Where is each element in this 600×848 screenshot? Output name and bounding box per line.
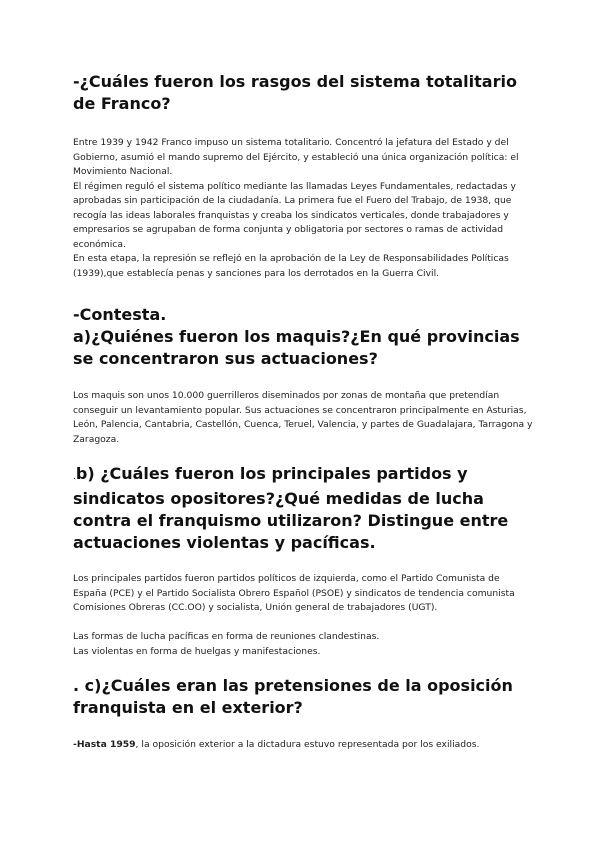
question-1-answer: Entre 1939 y 1942 Franco impuso un sistema totalitario. Concentró la jefatura del Estado y del Gobierno, asumió el mando supremo del Ejército, y estableció una única organización política: el Movimiento Nacional. El régimen reguló el sistema político mediante las llamadas Leyes Fundamentales, redactadas y aprobadas sin participación de la ciudadanía. La primera fue el Fuero del Trabajo, de 1938, que recogía las ideas laborales franquistas y creaba los sindicatos verticales, donde trabajadores y empresarios se agrupaban de forma conjunta y obligatoria por sectores o ramas de actividad económica. En esta etapa, la represión se reflejó en la aprobación de la Ley de Responsabilidades Políticas (1939),que establecía penas y sanciones para los derrotados en la Guerra Civil. xyxy=(73,137,519,279)
question-b-answer-parties: Los principales partidos fueron partidos políticos de izquierda, como el Partido Comunista de España (PCE) y el Partido Socialista Obrero Español (PSOE) y sindicatos de tendencia comunista Comisiones Obreras (CC.OO) y socialista, Unión general de trabajadores (UGT). xyxy=(73,573,515,613)
question-b-title-text: b) ¿Cuáles fueron los principales partidos y sindicatos opositores?¿Qué medidas de lucha contra el franquismo utilizaron? Distingue entre actuaciones violentas y pacíficas. xyxy=(73,464,509,552)
question-a-title: a)¿Quiénes fueron los maquis?¿En qué provincias se concentraron sus actuaciones? xyxy=(73,327,520,368)
question-1-title: -¿Cuáles fueron los rasgos del sistema totalitario de Franco? xyxy=(73,72,517,113)
question-b-prefix: . xyxy=(73,472,76,482)
contesta-heading: -Contesta. xyxy=(73,305,167,324)
question-c-answer-emphasis: -Hasta 1959 xyxy=(73,739,136,750)
question-c-answer xyxy=(73,738,533,753)
question-c-answer-text: , la oposición exterior a la dictadura estuvo representada por los exiliados. xyxy=(135,739,480,750)
question-b-title xyxy=(73,463,543,554)
question-b-answer-methods: Las formas de lucha pacíficas en forma de reuniones clandestinas. Las violentas en forma de huelgas y manifestaciones. xyxy=(73,631,380,657)
question-c-title: . c)¿Cuáles eran las pretensiones de la oposición franquista en el exterior? xyxy=(73,676,513,717)
question-a-answer: Los maquis son unos 10.000 guerrilleros diseminados por zonas de montaña que pretendían conseguir un levantamiento popular. Sus actuaciones se concentraron principalmente en Asturias, León, Palencia, Cantabria, Castellón, Cuenca, Teruel, Valencia, y partes de Guadalajara, Tarragona y Zaragoza. xyxy=(73,390,533,445)
